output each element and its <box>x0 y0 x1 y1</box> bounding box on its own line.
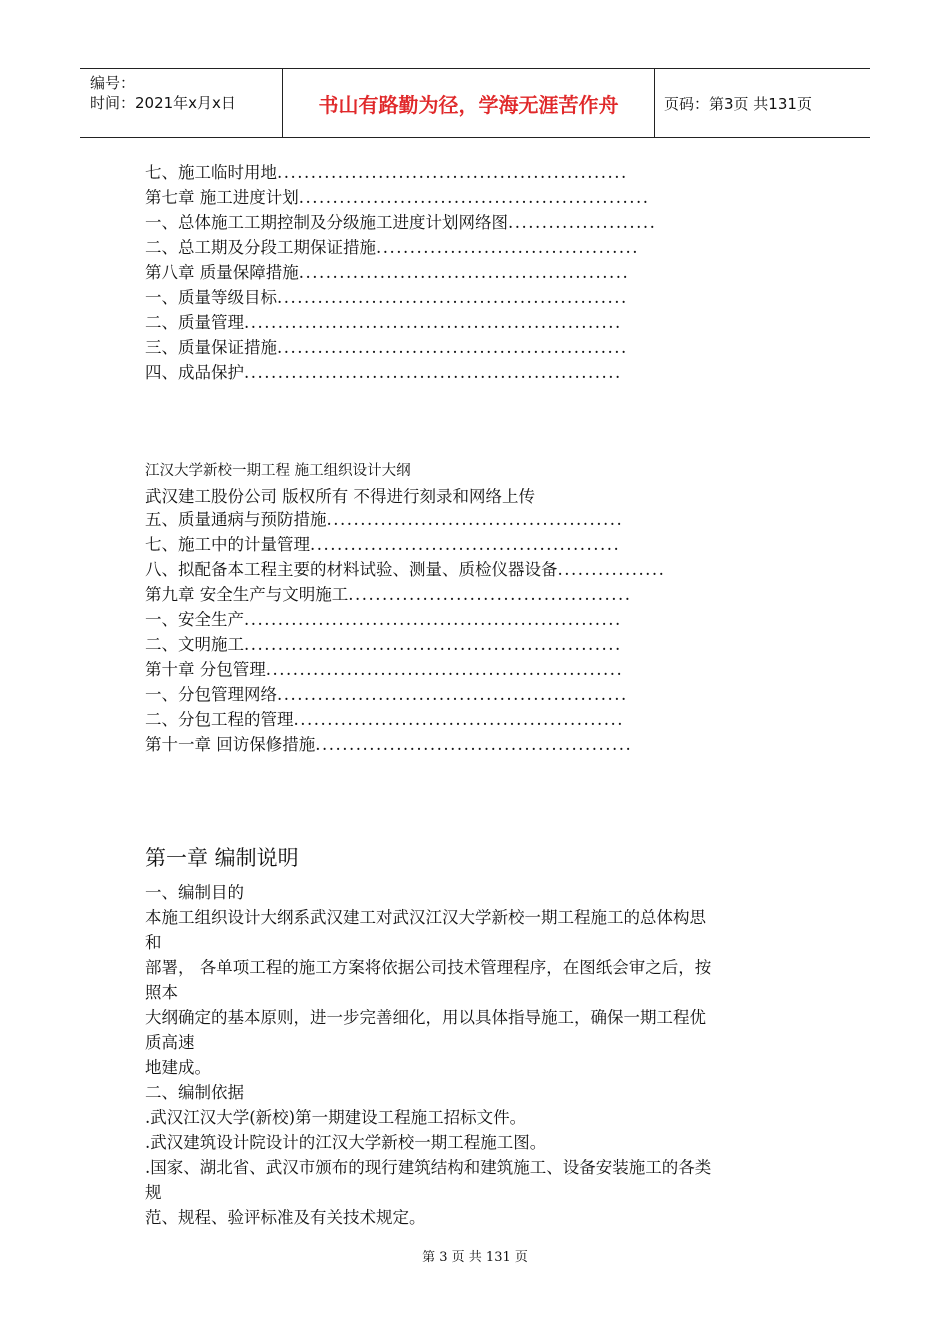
toc-entry-dots: ....................................... <box>376 238 640 257</box>
toc-entry-text: 三、质量保证措施 <box>145 338 277 357</box>
toc-entry-dots: ........................................................ <box>244 313 622 332</box>
toc-entry-text: 四、成品保护 <box>145 363 244 382</box>
toc-entry <box>145 682 805 707</box>
toc-entry <box>145 235 805 260</box>
project-note: 江汉大学新校一期工程 施工组织设计大纲 <box>145 463 411 479</box>
toc-entry-dots: ................................................. <box>293 710 624 729</box>
toc-entry-text: 一、总体施工工期控制及分级施工进度计划网络图 <box>145 213 508 232</box>
header-page-info: 页码：第3页 共131页 <box>664 94 812 113</box>
toc-entry <box>145 310 805 335</box>
toc-entry-text: 七、施工临时用地 <box>145 163 277 182</box>
toc-entry-dots: ........................................................ <box>244 363 622 382</box>
toc-entry <box>145 210 805 235</box>
page-footer: 第 3 页 共 131 页 <box>422 1250 528 1265</box>
header-motto: 书山有路勤为径，学海无涯苦作舟 <box>318 92 619 117</box>
toc-entry <box>145 607 805 632</box>
copyright-note: 武汉建工股份公司 版权所有 不得进行刻录和网络上传 <box>145 487 535 506</box>
body-line: 大纲确定的基本原则，进一步完善细化，用以具体指导施工，确保一期工程优 <box>145 1008 706 1027</box>
toc-entry-dots: ............................................... <box>315 735 633 754</box>
number-label: 编号： <box>90 74 136 92</box>
toc-entry <box>145 507 805 532</box>
body-line: 照本 <box>145 983 178 1002</box>
toc-entry-text: 二、总工期及分段工期保证措施 <box>145 238 376 257</box>
toc-entry-dots: ........................................................ <box>244 610 622 629</box>
toc-entry-dots: .................................................... <box>277 288 628 307</box>
body-line: 本施工组织设计大纲系武汉建工对武汉江汉大学新校一期工程施工的总体构思 <box>145 908 706 927</box>
toc-entry-text: 第九章 安全生产与文明施工 <box>145 585 349 604</box>
toc-entry-dots: .................................................... <box>277 163 628 182</box>
body-line: 一、编制目的 <box>145 883 244 902</box>
toc-entry-dots: ................................................. <box>298 263 630 282</box>
toc-entry-dots: .......................................... <box>348 585 632 604</box>
toc-section <box>145 507 805 757</box>
toc-entry <box>145 532 805 557</box>
body-line: 规 <box>145 1183 162 1202</box>
toc-entry <box>145 657 805 682</box>
body-line: 和 <box>145 933 162 952</box>
body-line: 二、编制依据 <box>145 1083 244 1102</box>
toc-entry-text: 七、施工中的计量管理 <box>145 535 310 554</box>
body-line: .国家、湖北省、武汉市颁布的现行建筑结构和建筑施工、设备安装施工的各类 <box>145 1158 712 1177</box>
body-line: 地建成。 <box>145 1058 211 1077</box>
toc-entry-text: 五、质量通病与预防措施 <box>145 510 327 529</box>
toc-entry-text: 一、分包管理网络 <box>145 685 277 704</box>
toc-entry-text: 第八章 质量保障措施 <box>145 263 299 282</box>
toc-entry-text: 二、分包工程的管理 <box>145 710 294 729</box>
toc-section <box>145 160 805 385</box>
toc-entry <box>145 260 805 285</box>
toc-entry <box>145 707 805 732</box>
toc-entry-text: 二、文明施工 <box>145 635 244 654</box>
body-line: 部署， 各单项工程的施工方案将依据公司技术管理程序，在图纸会审之后，按 <box>145 958 712 977</box>
toc-entry <box>145 285 805 310</box>
toc-entry-dots: .................................................... <box>298 188 650 207</box>
body-line: .武汉江汉大学(新校)第一期建设工程施工招标文件。 <box>145 1108 527 1127</box>
toc-entry <box>145 732 805 757</box>
toc-entry-text: 第十一章 回访保修措施 <box>145 735 316 754</box>
body-text <box>145 880 825 1230</box>
toc-entry <box>145 335 805 360</box>
toc-entry <box>145 582 805 607</box>
toc-entry <box>145 360 805 385</box>
toc-entry-dots: ............................................ <box>326 510 624 529</box>
toc-entry-dots: .................................................... <box>277 685 628 704</box>
toc-entry <box>145 160 805 185</box>
toc-entry <box>145 557 805 582</box>
page-header <box>80 68 870 138</box>
toc-entry-text: 八、拟配备本工程主要的材料试验、测量、质检仪器设备 <box>145 560 558 579</box>
toc-entry-text: 一、安全生产 <box>145 610 244 629</box>
toc-entry-text: 第十章 分包管理 <box>145 660 266 679</box>
toc-entry-text: 一、质量等级目标 <box>145 288 277 307</box>
chapter-title: 第一章 编制说明 <box>145 846 299 870</box>
time-label: 时间：2021年x月x日 <box>90 94 236 112</box>
toc-entry <box>145 632 805 657</box>
toc-entry-dots: ...................... <box>508 213 657 232</box>
toc-entry-dots: .............................................. <box>310 535 621 554</box>
toc-entry-text: 第七章 施工进度计划 <box>145 188 299 207</box>
header-meta <box>90 73 280 113</box>
toc-entry-dots: ........................................................ <box>244 635 622 654</box>
toc-entry <box>145 185 805 210</box>
toc-entry-text: 二、质量管理 <box>145 313 244 332</box>
body-line: .武汉建筑设计院设计的江汉大学新校一期工程施工图。 <box>145 1133 547 1152</box>
toc-entry-dots: ................ <box>557 560 666 579</box>
body-line: 范、规程、验评标准及有关技术规定。 <box>145 1208 426 1227</box>
body-line: 质高速 <box>145 1033 195 1052</box>
header-divider <box>654 69 655 137</box>
toc-entry-dots: ..................................................... <box>265 660 624 679</box>
toc-entry-dots: .................................................... <box>277 338 628 357</box>
